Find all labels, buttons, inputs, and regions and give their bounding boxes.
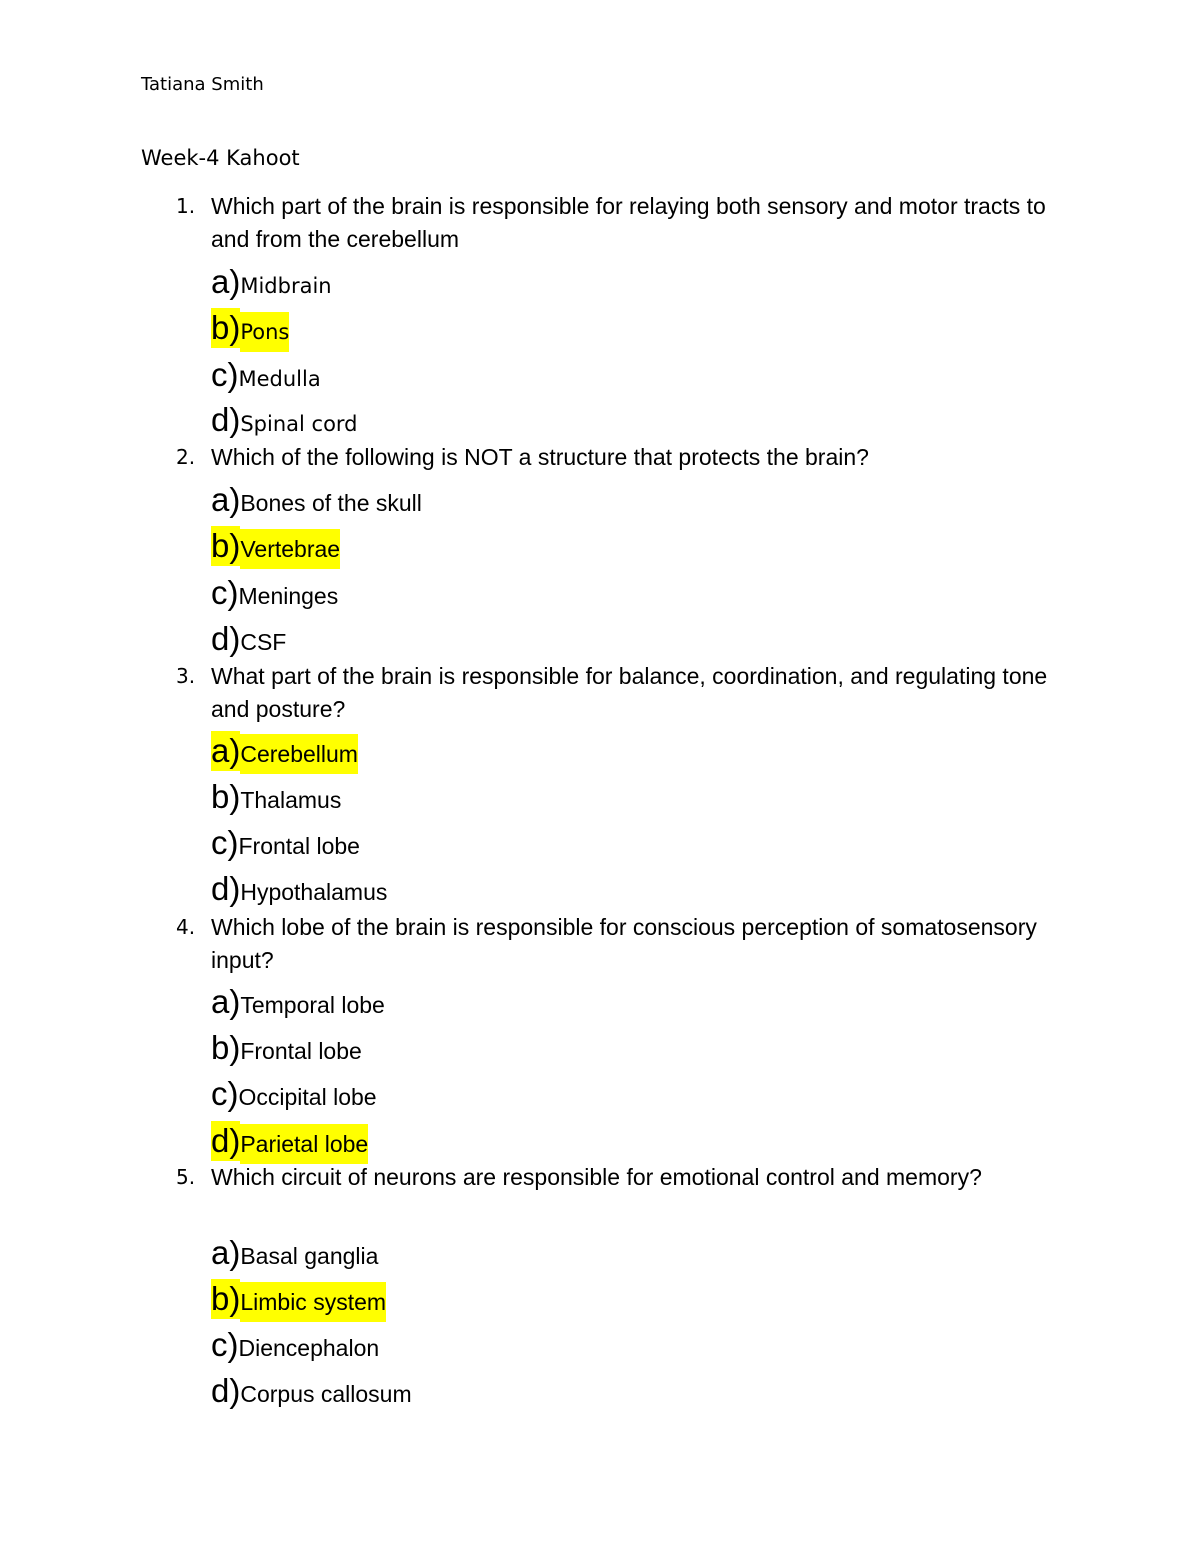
question-3-text: What part of the brain is responsible for balance, coordination, and regulating tone and posture?: [211, 663, 1048, 722]
question-3-number: 3.: [176, 664, 196, 688]
q2-option-b-highlighted: [211, 526, 340, 566]
option-text: Cerebellum: [240, 734, 358, 774]
q5-option-c: [211, 1325, 379, 1365]
document-title: Week-4 Kahoot: [141, 146, 300, 170]
question-2-text: Which of the following is NOT a structure that protects the brain?: [211, 444, 869, 470]
question-4-text: Which lobe of the brain is responsible for conscious perception of somatosensory input?: [211, 914, 1037, 973]
option-text: Spinal cord: [240, 412, 358, 436]
option-text: Meninges: [238, 583, 339, 609]
option-letter: c): [211, 824, 239, 861]
q2-option-a: [211, 480, 422, 520]
option-letter: d): [211, 620, 241, 657]
q3-option-c: [211, 823, 360, 863]
question-1-text: Which part of the brain is responsible for relaying both sensory and motor tracts to and from the cerebellum: [211, 193, 1046, 252]
option-text: Parietal lobe: [240, 1124, 368, 1164]
option-text: Diencephalon: [238, 1335, 380, 1361]
option-text: Limbic system: [240, 1282, 386, 1322]
option-text: Vertebrae: [240, 529, 340, 569]
option-letter: a): [211, 263, 241, 300]
option-text: Temporal lobe: [240, 992, 385, 1018]
option-text: Thalamus: [240, 787, 342, 813]
option-text: Occipital lobe: [238, 1084, 377, 1110]
question-5-number: 5.: [176, 1165, 196, 1189]
option-letter: b): [211, 1280, 241, 1317]
q1-option-d: [211, 400, 358, 440]
option-letter: a): [211, 1234, 241, 1271]
option-letter: d): [211, 870, 241, 907]
option-letter: c): [211, 1326, 239, 1363]
option-letter: a): [211, 732, 241, 769]
option-text: Midbrain: [240, 274, 332, 298]
option-letter: b): [211, 778, 241, 815]
option-letter: c): [211, 574, 239, 611]
option-text: Pons: [240, 312, 289, 352]
q4-option-d-highlighted: [211, 1121, 368, 1161]
option-letter: b): [211, 527, 241, 564]
option-text: Corpus callosum: [240, 1381, 412, 1407]
q5-option-b-highlighted: [211, 1279, 386, 1319]
q3-option-b: [211, 777, 341, 817]
option-letter: b): [211, 309, 241, 346]
option-letter: a): [211, 481, 241, 518]
question-4-number: 4.: [176, 915, 196, 939]
q2-option-d: [211, 619, 286, 659]
option-text: Frontal lobe: [238, 833, 360, 859]
q2-option-c: [211, 573, 338, 613]
q4-option-c: [211, 1074, 377, 1114]
question-1-number: 1.: [176, 194, 196, 218]
option-letter: b): [211, 1029, 241, 1066]
q4-option-b: [211, 1028, 362, 1068]
q5-option-d: [211, 1371, 412, 1411]
option-text: Medulla: [238, 367, 321, 391]
option-letter: d): [211, 401, 241, 438]
question-2-number: 2.: [176, 445, 196, 469]
q1-option-b-highlighted: [211, 308, 289, 348]
author-name: Tatiana Smith: [141, 74, 264, 95]
option-letter: a): [211, 983, 241, 1020]
option-letter: d): [211, 1372, 241, 1409]
q3-option-a-highlighted: [211, 731, 358, 771]
q4-option-a: [211, 982, 385, 1022]
option-text: Bones of the skull: [240, 490, 422, 516]
question-5-text: Which circuit of neurons are responsible for emotional control and memory?: [211, 1164, 982, 1190]
option-letter: d): [211, 1122, 241, 1159]
option-letter: c): [211, 1075, 239, 1112]
option-text: Hypothalamus: [240, 879, 388, 905]
option-text: CSF: [240, 629, 287, 655]
option-letter: c): [211, 356, 239, 393]
option-text: Basal ganglia: [240, 1243, 379, 1269]
q3-option-d: [211, 869, 387, 909]
q1-option-a: [211, 262, 332, 302]
option-text: Frontal lobe: [240, 1038, 362, 1064]
q1-option-c: [211, 355, 321, 395]
q5-option-a: [211, 1233, 378, 1273]
